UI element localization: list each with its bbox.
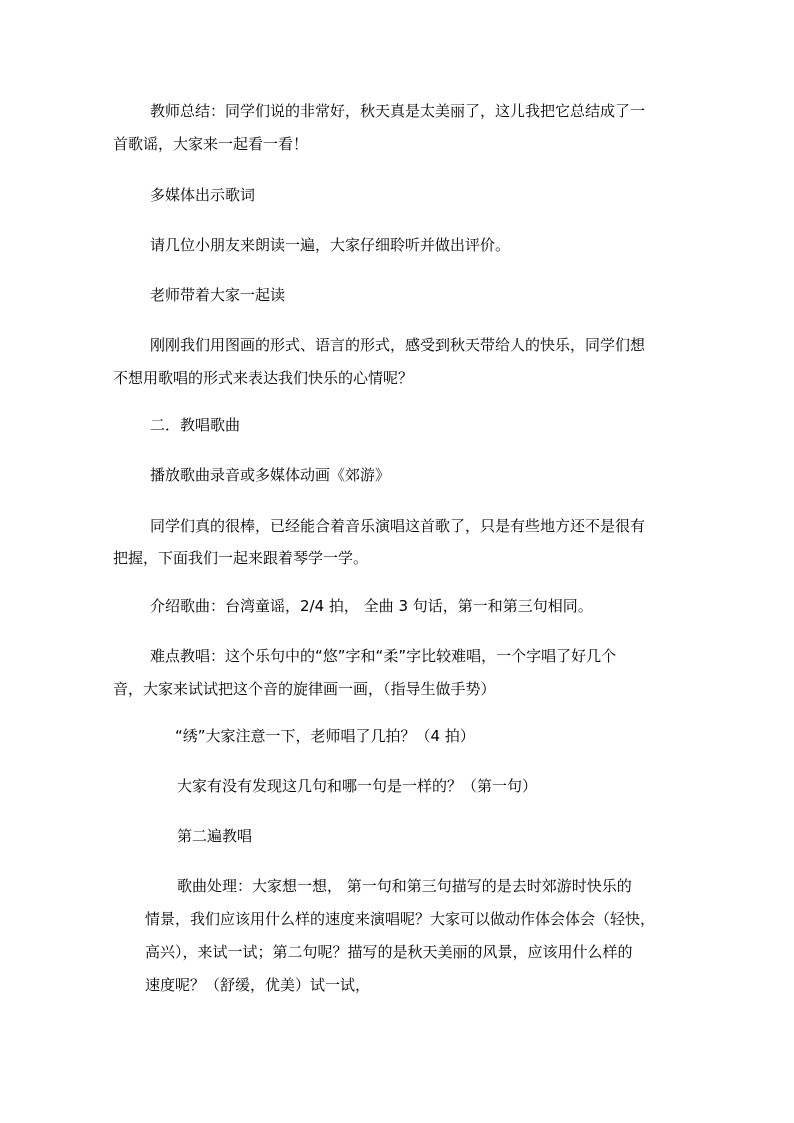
paragraph-multimedia-lyrics: 多媒体出示歌词 <box>150 186 256 204</box>
paragraph-song-processing: 歌曲处理：大家想一想， 第一句和第三句描写的是去时郊游时快乐的 <box>177 877 632 895</box>
paragraph-teacher-read: 老师带着大家一起读 <box>150 286 286 304</box>
paragraph-embroider: “绣”大家注意一下，老师唱了几拍？（4 拍） <box>175 727 475 745</box>
paragraph-transition: 刚刚我们用图画的形式、语言的形式，感受到秋天带给人的快乐，同学们想 <box>150 336 646 354</box>
paragraph-praise: 同学们真的很棒，已经能合着音乐演唱这首歌了，只是有些地方还不是很有 <box>150 517 646 535</box>
paragraph-transition-cont: 不想用歌唱的形式来表达我们快乐的心情呢？ <box>113 369 414 387</box>
section-heading-teach-song: 二．教唱歌曲 <box>150 416 241 434</box>
paragraph-play-song: 播放歌曲录音或多媒体动画《郊游》 <box>150 466 391 484</box>
paragraph-same-line: 大家有没有发现这几句和哪一句是一样的？（第一句） <box>177 777 538 795</box>
paragraph-song-processing-cont-1: 情景，我们应该用什么样的速度来演唱呢？大家可以做动作体会体会（轻快， <box>145 910 656 928</box>
paragraph-students-read: 请几位小朋友来朗读一遍，大家仔细聆听并做出评价。 <box>150 236 511 254</box>
paragraph-song-processing-cont-2: 高兴），来试一试；第二句呢？描写的是秋天美丽的风景，应该用什么样的 <box>145 943 633 961</box>
paragraph-difficulty-cont: 音，大家来试试把这个音的旋律画一画，（指导生做手势） <box>113 680 496 698</box>
paragraph-song-processing-cont-3: 速度呢？（舒缓，优美）试一试， <box>145 976 371 994</box>
paragraph-praise-cont: 把握，下面我们一起来跟着琴学一学。 <box>113 549 369 567</box>
paragraph-teacher-summary-cont: 首歌谣，大家来一起看一看！ <box>113 135 309 153</box>
paragraph-song-intro: 介绍歌曲：台湾童谣，2/4 拍， 全曲 3 句话，第一和第三句相同。 <box>150 597 593 615</box>
paragraph-second-pass: 第二遍教唱 <box>177 827 253 845</box>
paragraph-teacher-summary: 教师总结：同学们说的非常好，秋天真是太美丽了，这儿我把它总结成了一 <box>150 102 646 120</box>
paragraph-difficulty: 难点教唱：这个乐句中的“悠”字和“柔”字比较难唱，一个字唱了好几个 <box>150 647 617 665</box>
